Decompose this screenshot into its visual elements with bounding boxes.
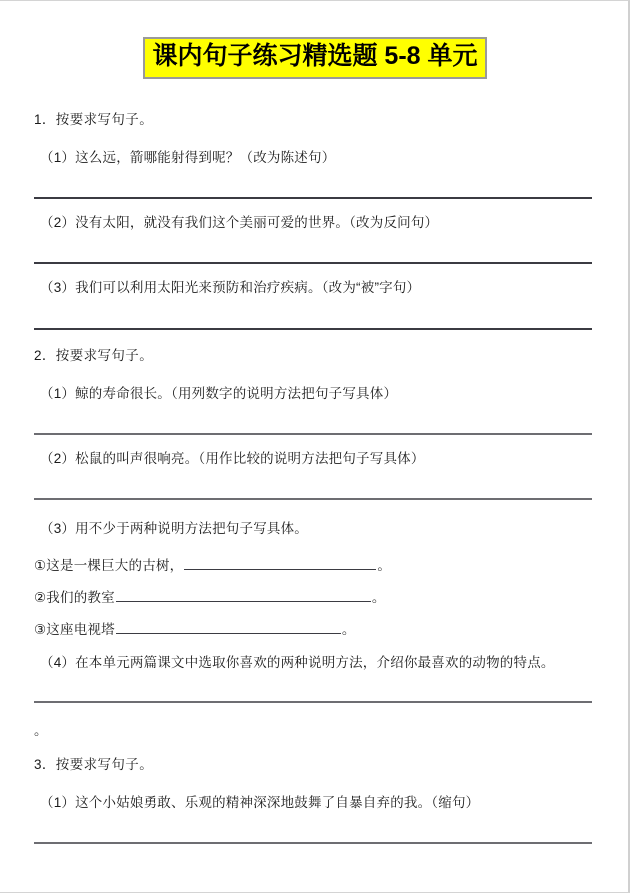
section-1-heading: 1．按要求写句子。 bbox=[34, 111, 154, 127]
fill-blank-label-3: ③这座电视塔 bbox=[34, 622, 115, 637]
section-2-heading: 2．按要求写句子。 bbox=[34, 347, 154, 363]
fill-blank-terminator-2: 。 bbox=[371, 589, 386, 605]
question-s1-q2: （2）没有太阳，就没有我们这个美丽可爱的世界。（改为反问句） bbox=[40, 215, 439, 230]
question-s1-q1: （1）这么远，箭哪能射得到呢？（改为陈述句） bbox=[40, 149, 336, 165]
question-s2-q1: （1）鲸的寿命很长。（用列数字的说明方法把句子写具体） bbox=[40, 385, 398, 401]
fill-blank-row-2 bbox=[34, 588, 594, 608]
fill-blank-terminator-1: 。 bbox=[377, 557, 392, 573]
fill-blank-input-2[interactable] bbox=[116, 588, 371, 602]
fill-blank-input-1[interactable] bbox=[184, 556, 376, 570]
answer-rule[interactable] bbox=[34, 842, 592, 844]
trailing-punctuation: 。 bbox=[34, 722, 48, 738]
fill-blank-row-1 bbox=[34, 556, 594, 576]
question-s3-q1: （1）这个小姑娘勇敢、乐观的精神深深地鼓舞了自暴自弃的我。（缩句） bbox=[40, 795, 480, 810]
page-title-container bbox=[0, 37, 630, 79]
question-s2-q2: （2）松鼠的叫声很响亮。（用作比较的说明方法把句子写具体） bbox=[40, 451, 425, 466]
question-s1-q3: （3）我们可以利用太阳光来预防和治疗疾病。（改为“被”字句） bbox=[40, 280, 421, 296]
question-s2-q3: （3）用不少于两种说明方法把句子写具体。 bbox=[40, 521, 309, 537]
fill-blank-terminator-3: 。 bbox=[341, 622, 356, 637]
fill-blank-row-3 bbox=[34, 620, 594, 640]
fill-blank-input-3[interactable] bbox=[116, 620, 341, 634]
page-title: 课内句子练习精选题 5-8 单元 bbox=[143, 37, 486, 79]
document-body bbox=[34, 1, 594, 844]
fill-blank-label-1: ①这是一棵巨大的古树， bbox=[34, 557, 184, 573]
fill-blank-label-2: ②我们的教室 bbox=[34, 589, 115, 605]
question-s2-q4: （4）在本单元两篇课文中选取你喜欢的两种说明方法，介绍你最喜欢的动物的特点。 bbox=[40, 655, 555, 671]
section-3-heading: 3．按要求写句子。 bbox=[34, 756, 154, 772]
